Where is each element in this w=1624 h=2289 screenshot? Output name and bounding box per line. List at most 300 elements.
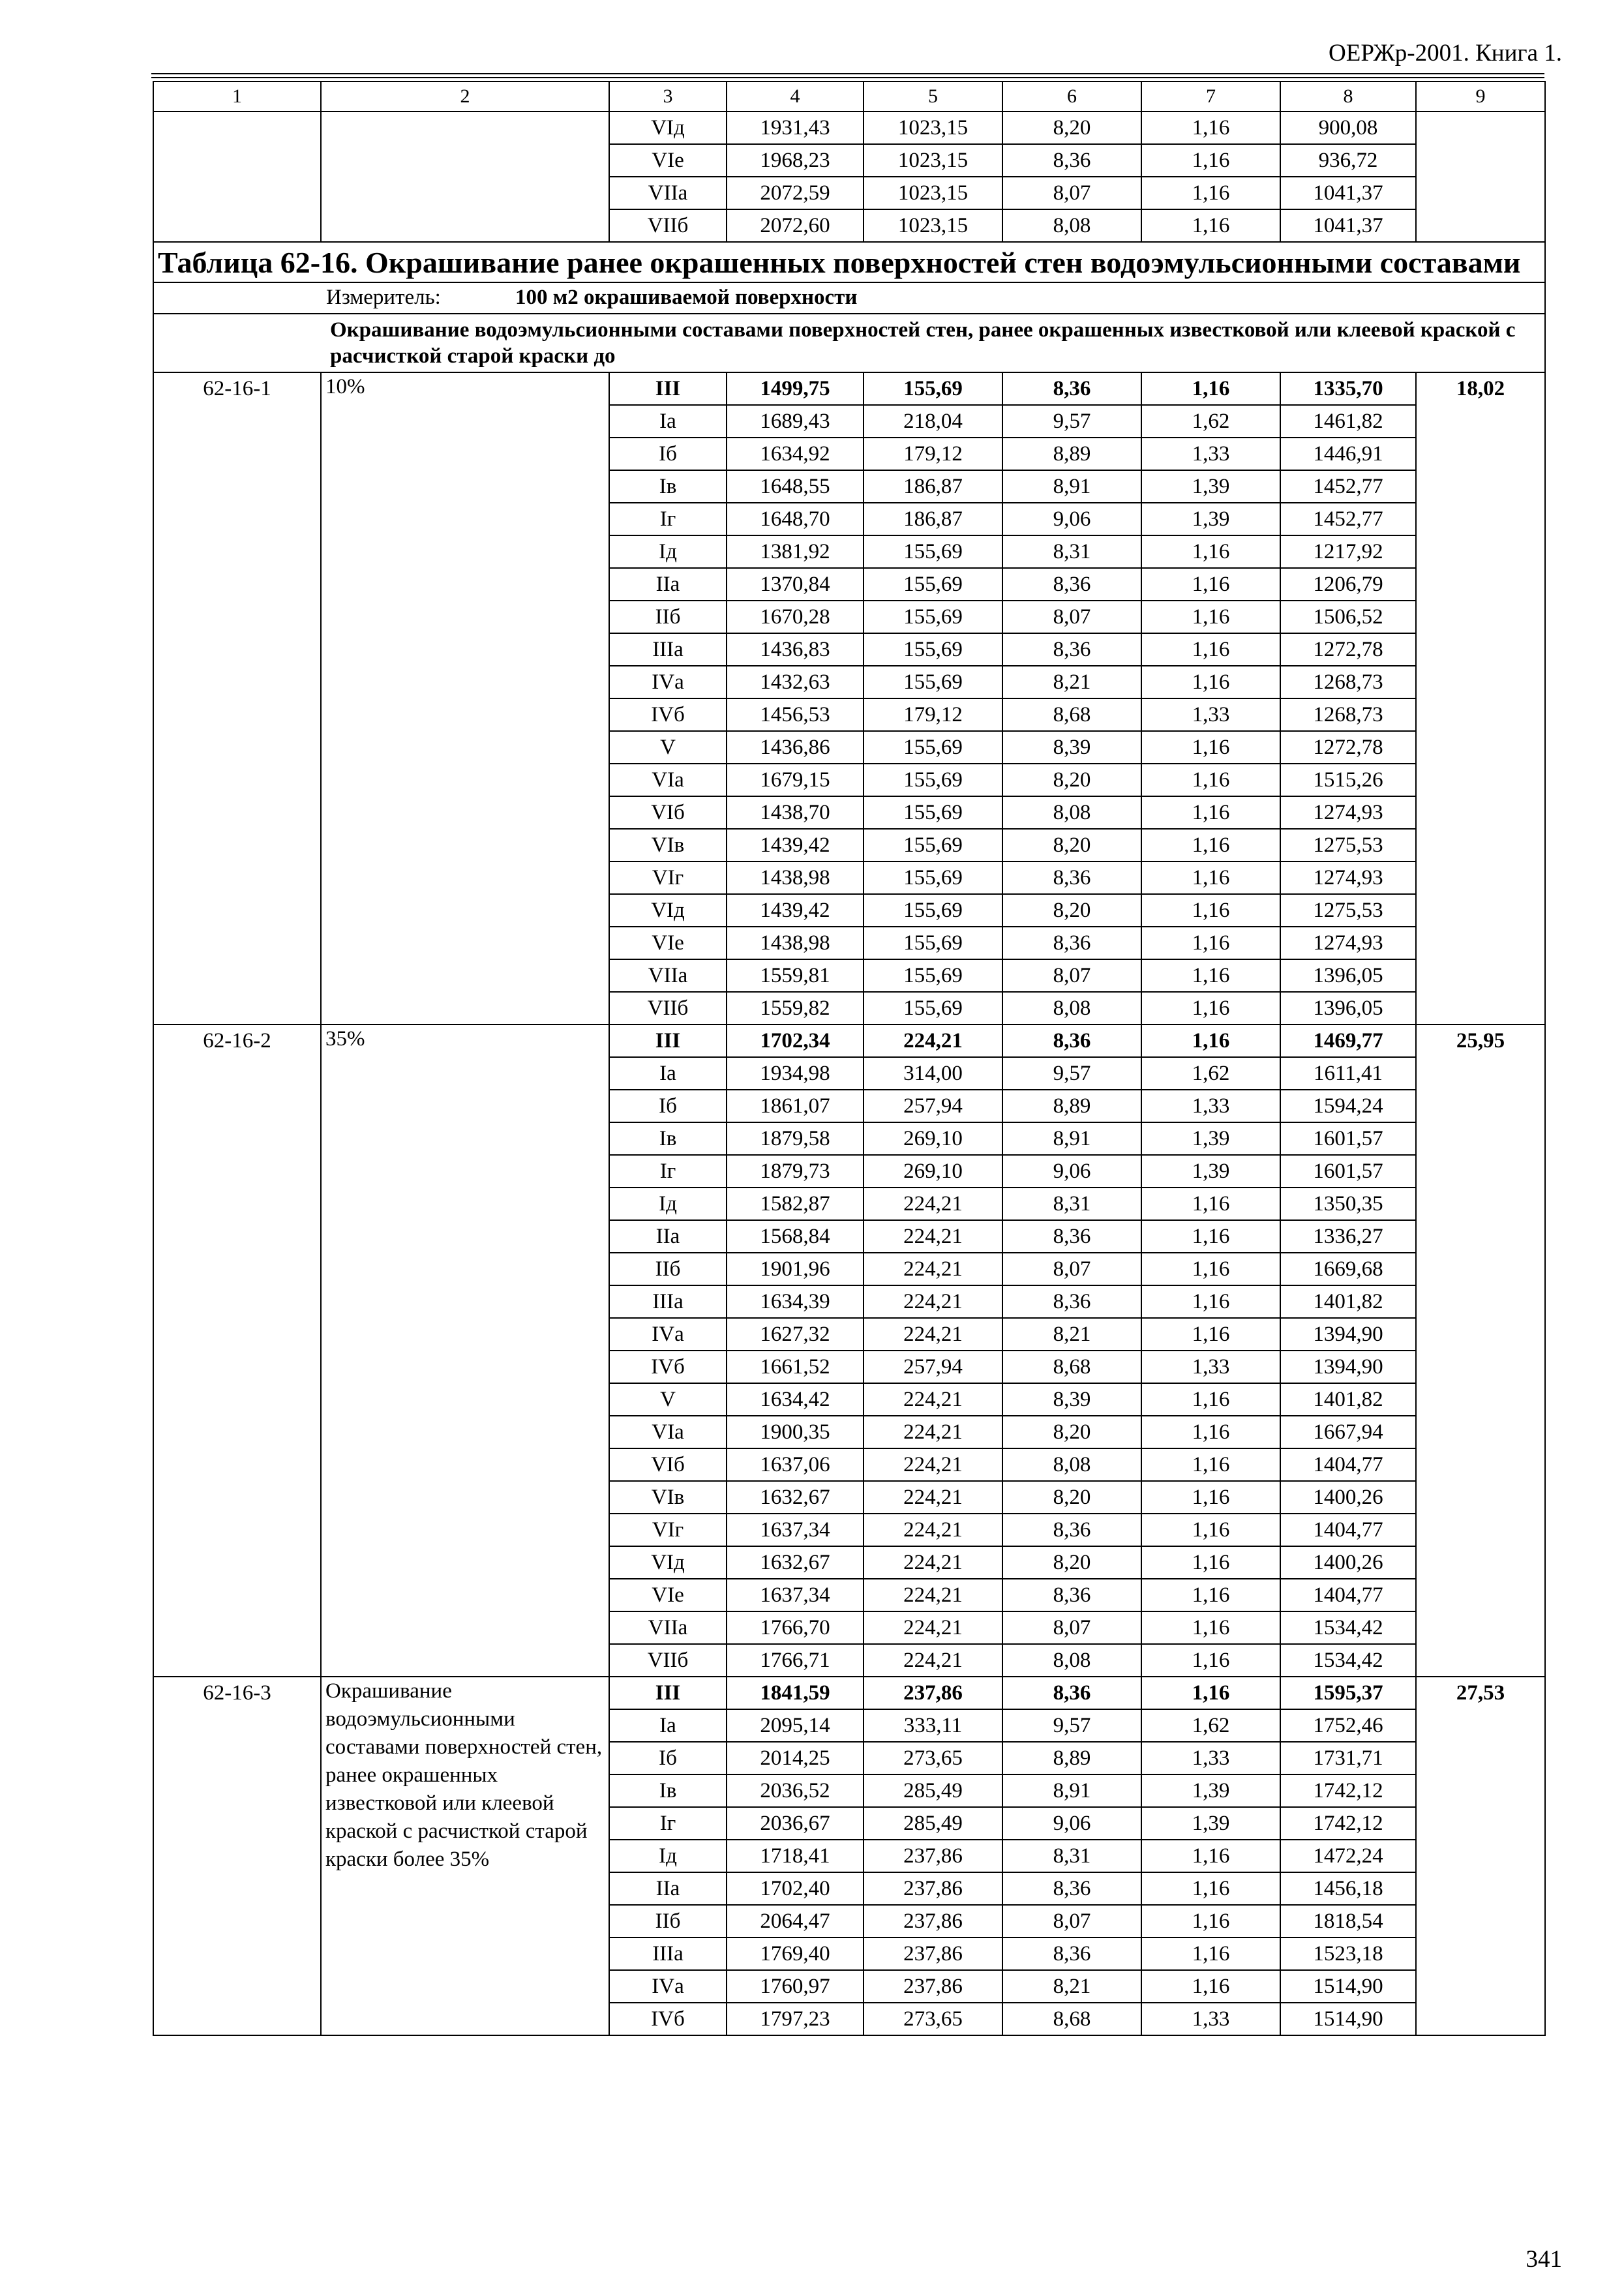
value-cell: 1,33: [1141, 438, 1280, 470]
value-cell: 1268,73: [1280, 698, 1416, 731]
column-number-cell: 2: [321, 82, 609, 112]
zone-cell: Iа: [609, 1709, 727, 1742]
value-cell: 1818,54: [1280, 1905, 1416, 1937]
zone-cell: III: [609, 1677, 727, 1709]
value-cell: 1752,46: [1280, 1709, 1416, 1742]
value-cell: 285,49: [864, 1807, 1002, 1840]
value-cell: 1274,93: [1280, 796, 1416, 829]
value-cell: 8,89: [1002, 438, 1141, 470]
zone-cell: Iг: [609, 503, 727, 535]
value-cell: 1,16: [1141, 861, 1280, 894]
value-cell: 8,36: [1002, 1514, 1141, 1546]
value-cell: 8,21: [1002, 1970, 1141, 2003]
value-cell: 1404,77: [1280, 1448, 1416, 1481]
rate-code-cell: 62-16-1: [153, 372, 321, 1025]
value-cell: 1689,43: [727, 405, 864, 438]
value-cell: 1934,98: [727, 1057, 864, 1090]
value-cell: 224,21: [864, 1448, 1002, 1481]
value-cell: 1,16: [1141, 601, 1280, 633]
value-cell: 1679,15: [727, 764, 864, 796]
value-cell: 1,16: [1141, 177, 1280, 209]
zone-cell: IIIа: [609, 1937, 727, 1970]
measure-cell: [153, 282, 1545, 314]
value-cell: 1446,91: [1280, 438, 1416, 470]
value-cell: 224,21: [864, 1546, 1002, 1579]
value-cell: 1452,77: [1280, 470, 1416, 503]
value-cell: 1648,55: [727, 470, 864, 503]
value-cell: 1456,53: [727, 698, 864, 731]
value-cell: 1,16: [1141, 731, 1280, 764]
value-cell: 1439,42: [727, 829, 864, 861]
value-cell: 1438,98: [727, 861, 864, 894]
value-cell: 8,31: [1002, 1840, 1141, 1872]
value-cell: 237,86: [864, 1872, 1002, 1905]
zone-cell: IIIа: [609, 1285, 727, 1318]
value-cell: 1335,70: [1280, 372, 1416, 405]
zone-cell: IVа: [609, 666, 727, 698]
column-number-row: [153, 82, 1545, 112]
rates-table: [153, 81, 1546, 2036]
value-cell: 1,33: [1141, 1742, 1280, 1774]
zone-cell: VIIб: [609, 1644, 727, 1677]
column-number-cell: 1: [153, 82, 321, 112]
value-cell: 224,21: [864, 1481, 1002, 1514]
value-cell: 8,91: [1002, 1122, 1141, 1155]
value-cell: 1,39: [1141, 1774, 1280, 1807]
zone-cell: IVа: [609, 1318, 727, 1351]
labor-cost-cell: 25,95: [1416, 1025, 1545, 1677]
value-cell: 1,16: [1141, 1579, 1280, 1611]
value-cell: 1436,83: [727, 633, 864, 666]
value-cell: 1,16: [1141, 1253, 1280, 1285]
zone-cell: VIIа: [609, 959, 727, 992]
zone-cell: Iд: [609, 1840, 727, 1872]
zone-cell: VIб: [609, 1448, 727, 1481]
value-cell: 2072,60: [727, 209, 864, 242]
value-cell: 155,69: [864, 372, 1002, 405]
value-cell: 237,86: [864, 1937, 1002, 1970]
value-cell: 1,16: [1141, 992, 1280, 1025]
header-rule: [151, 73, 1544, 74]
value-cell: 1632,67: [727, 1481, 864, 1514]
value-cell: 1901,96: [727, 1253, 864, 1285]
value-cell: 1637,34: [727, 1514, 864, 1546]
value-cell: 8,36: [1002, 144, 1141, 177]
value-cell: 1400,26: [1280, 1546, 1416, 1579]
subheader-cell: [153, 314, 1545, 372]
value-cell: 1514,90: [1280, 2003, 1416, 2035]
subheader-text: Окрашивание водоэмульсионными составами поверхностей стен, ранее окрашенных известковой или клеевой краской с расчисткой старой краски до: [330, 318, 1516, 368]
value-cell: 1401,82: [1280, 1383, 1416, 1416]
zone-cell: IIб: [609, 601, 727, 633]
value-cell: 1,16: [1141, 796, 1280, 829]
value-cell: 1,16: [1141, 1970, 1280, 2003]
value-cell: 1601,57: [1280, 1155, 1416, 1188]
value-cell: 1742,12: [1280, 1774, 1416, 1807]
value-cell: 1023,15: [864, 112, 1002, 144]
value-cell: 9,06: [1002, 503, 1141, 535]
value-cell: 1,16: [1141, 1872, 1280, 1905]
value-cell: 9,06: [1002, 1807, 1141, 1840]
value-cell: 8,31: [1002, 535, 1141, 568]
value-cell: 1275,53: [1280, 894, 1416, 927]
zone-cell: Iг: [609, 1807, 727, 1840]
value-cell: 224,21: [864, 1285, 1002, 1318]
measure-value: 100 м2 окрашиваемой поверхности: [515, 286, 858, 309]
value-cell: 1404,77: [1280, 1579, 1416, 1611]
table-row: [153, 372, 1545, 405]
value-cell: 1,62: [1141, 405, 1280, 438]
value-cell: 1,16: [1141, 1546, 1280, 1579]
value-cell: 186,87: [864, 503, 1002, 535]
column-number-cell: 7: [1141, 82, 1280, 112]
value-cell: 1523,18: [1280, 1937, 1416, 1970]
value-cell: 1217,92: [1280, 535, 1416, 568]
value-cell: 1438,70: [727, 796, 864, 829]
zone-cell: IIа: [609, 1872, 727, 1905]
zone-cell: III: [609, 372, 727, 405]
value-cell: 224,21: [864, 1220, 1002, 1253]
value-cell: 237,86: [864, 1840, 1002, 1872]
value-cell: 1274,93: [1280, 861, 1416, 894]
value-cell: 155,69: [864, 731, 1002, 764]
value-cell: 1400,26: [1280, 1481, 1416, 1514]
zone-cell: IVа: [609, 1970, 727, 2003]
value-cell: 1667,94: [1280, 1416, 1416, 1448]
value-cell: 155,69: [864, 764, 1002, 796]
value-cell: 1879,58: [727, 1122, 864, 1155]
value-cell: 1274,93: [1280, 927, 1416, 959]
value-cell: 1,16: [1141, 1905, 1280, 1937]
value-cell: 1439,42: [727, 894, 864, 927]
column-number-cell: 4: [727, 82, 864, 112]
value-cell: 155,69: [864, 829, 1002, 861]
value-cell: 224,21: [864, 1611, 1002, 1644]
page-number: 341: [1526, 2246, 1562, 2273]
value-cell: 1396,05: [1280, 959, 1416, 992]
rate-description-cell: Окрашивание водоэмульсионными составами поверхностей стен, ранее окрашенных известковой или клеевой краской с расчисткой старой краски более 35%: [321, 1677, 609, 2035]
value-cell: 1,16: [1141, 1318, 1280, 1351]
value-cell: 8,36: [1002, 861, 1141, 894]
value-cell: 1702,40: [727, 1872, 864, 1905]
value-cell: 9,06: [1002, 1155, 1141, 1188]
measure-row: [153, 282, 1545, 314]
value-cell: 8,20: [1002, 1481, 1141, 1514]
value-cell: 224,21: [864, 1579, 1002, 1611]
value-cell: 900,08: [1280, 112, 1416, 144]
value-cell: 273,65: [864, 1742, 1002, 1774]
value-cell: 1582,87: [727, 1188, 864, 1220]
value-cell: 1,16: [1141, 1188, 1280, 1220]
value-cell: 1634,42: [727, 1383, 864, 1416]
value-cell: 269,10: [864, 1122, 1002, 1155]
value-cell: 1568,84: [727, 1220, 864, 1253]
zone-cell: IIIа: [609, 633, 727, 666]
zone-cell: VIIб: [609, 209, 727, 242]
value-cell: 1336,27: [1280, 1220, 1416, 1253]
value-cell: 1669,68: [1280, 1253, 1416, 1285]
value-cell: 8,68: [1002, 2003, 1141, 2035]
value-cell: 1879,73: [727, 1155, 864, 1188]
value-cell: 8,39: [1002, 731, 1141, 764]
value-cell: 8,36: [1002, 568, 1141, 601]
empty-col9-cell: [1416, 112, 1545, 242]
value-cell: 237,86: [864, 1905, 1002, 1937]
zone-cell: VIд: [609, 1546, 727, 1579]
value-cell: 1742,12: [1280, 1807, 1416, 1840]
zone-cell: Iд: [609, 535, 727, 568]
value-cell: 8,20: [1002, 894, 1141, 927]
value-cell: 8,36: [1002, 372, 1141, 405]
value-cell: 224,21: [864, 1383, 1002, 1416]
rate-description-cell: 35%: [321, 1025, 609, 1677]
zone-cell: IVб: [609, 1351, 727, 1383]
value-cell: 8,07: [1002, 1905, 1141, 1937]
value-cell: 1968,23: [727, 144, 864, 177]
zone-cell: VIв: [609, 829, 727, 861]
zone-cell: VIб: [609, 796, 727, 829]
value-cell: 314,00: [864, 1057, 1002, 1090]
value-cell: 8,20: [1002, 764, 1141, 796]
value-cell: 8,68: [1002, 1351, 1141, 1383]
value-cell: 1,62: [1141, 1057, 1280, 1090]
value-cell: 8,36: [1002, 927, 1141, 959]
zone-cell: IVб: [609, 2003, 727, 2035]
value-cell: 1637,34: [727, 1579, 864, 1611]
table-row: [153, 1025, 1545, 1057]
value-cell: 155,69: [864, 796, 1002, 829]
zone-cell: VIе: [609, 144, 727, 177]
value-cell: 1,16: [1141, 829, 1280, 861]
value-cell: 155,69: [864, 535, 1002, 568]
value-cell: 1634,92: [727, 438, 864, 470]
zone-cell: VIа: [609, 764, 727, 796]
table-title: Таблица 62-16. Окрашивание ранее окрашенных поверхностей стен водоэмульсионными составами: [158, 246, 1521, 279]
value-cell: 1,16: [1141, 1937, 1280, 1970]
value-cell: 8,07: [1002, 601, 1141, 633]
value-cell: 1,33: [1141, 2003, 1280, 2035]
value-cell: 273,65: [864, 2003, 1002, 2035]
value-cell: 1,16: [1141, 1220, 1280, 1253]
value-cell: 155,69: [864, 568, 1002, 601]
value-cell: 1,16: [1141, 209, 1280, 242]
zone-cell: VIе: [609, 927, 727, 959]
value-cell: 2014,25: [727, 1742, 864, 1774]
value-cell: 155,69: [864, 927, 1002, 959]
value-cell: 155,69: [864, 894, 1002, 927]
value-cell: 1,16: [1141, 112, 1280, 144]
value-cell: 1,16: [1141, 1611, 1280, 1644]
value-cell: 8,08: [1002, 1448, 1141, 1481]
zone-cell: IIб: [609, 1253, 727, 1285]
value-cell: 257,94: [864, 1090, 1002, 1122]
value-cell: 186,87: [864, 470, 1002, 503]
value-cell: 8,91: [1002, 1774, 1141, 1807]
value-cell: 1760,97: [727, 1970, 864, 2003]
value-cell: 8,21: [1002, 666, 1141, 698]
value-cell: 8,08: [1002, 1644, 1141, 1677]
value-cell: 1461,82: [1280, 405, 1416, 438]
value-cell: 1272,78: [1280, 731, 1416, 764]
value-cell: 1661,52: [727, 1351, 864, 1383]
value-cell: 179,12: [864, 438, 1002, 470]
value-cell: 1601,57: [1280, 1122, 1416, 1155]
value-cell: 269,10: [864, 1155, 1002, 1188]
value-cell: 9,57: [1002, 405, 1141, 438]
value-cell: 8,08: [1002, 992, 1141, 1025]
value-cell: 257,94: [864, 1351, 1002, 1383]
value-cell: 1469,77: [1280, 1025, 1416, 1057]
value-cell: 1,39: [1141, 1155, 1280, 1188]
value-cell: 8,07: [1002, 1253, 1141, 1285]
value-cell: 1,16: [1141, 894, 1280, 927]
value-cell: 155,69: [864, 861, 1002, 894]
value-cell: 1,16: [1141, 633, 1280, 666]
value-cell: 224,21: [864, 1318, 1002, 1351]
value-cell: 224,21: [864, 1514, 1002, 1546]
measure-label: Измеритель:: [326, 286, 441, 309]
value-cell: 1272,78: [1280, 633, 1416, 666]
value-cell: 237,86: [864, 1970, 1002, 2003]
zone-cell: VIг: [609, 1514, 727, 1546]
value-cell: 1797,23: [727, 2003, 864, 2035]
empty-desc-cell: [321, 112, 609, 242]
header-rule-double: [151, 77, 1544, 78]
value-cell: 1559,81: [727, 959, 864, 992]
value-cell: 224,21: [864, 1416, 1002, 1448]
rate-code-cell: 62-16-2: [153, 1025, 321, 1677]
rate-code-cell: 62-16-3: [153, 1677, 321, 2035]
value-cell: 1,16: [1141, 1677, 1280, 1709]
value-cell: 9,57: [1002, 1057, 1141, 1090]
zone-cell: VIд: [609, 894, 727, 927]
value-cell: 155,69: [864, 601, 1002, 633]
empty-code-cell: [153, 112, 321, 242]
zone-cell: IIа: [609, 568, 727, 601]
value-cell: 8,20: [1002, 112, 1141, 144]
value-cell: 8,20: [1002, 829, 1141, 861]
value-cell: 1436,86: [727, 731, 864, 764]
value-cell: 2072,59: [727, 177, 864, 209]
value-cell: 1472,24: [1280, 1840, 1416, 1872]
column-number-cell: 6: [1002, 82, 1141, 112]
value-cell: 1,33: [1141, 698, 1280, 731]
value-cell: 2036,67: [727, 1807, 864, 1840]
value-cell: 8,36: [1002, 1025, 1141, 1057]
value-cell: 179,12: [864, 698, 1002, 731]
value-cell: 1731,71: [1280, 1742, 1416, 1774]
value-cell: 1632,67: [727, 1546, 864, 1579]
value-cell: 1648,70: [727, 503, 864, 535]
value-cell: 1534,42: [1280, 1611, 1416, 1644]
zone-cell: VIг: [609, 861, 727, 894]
value-cell: 1,16: [1141, 1481, 1280, 1514]
value-cell: 8,36: [1002, 1872, 1141, 1905]
value-cell: 8,36: [1002, 1579, 1141, 1611]
rate-description-cell: 10%: [321, 372, 609, 1025]
value-cell: 1534,42: [1280, 1644, 1416, 1677]
table-title-cell: [153, 242, 1545, 282]
zone-cell: Iб: [609, 438, 727, 470]
value-cell: 224,21: [864, 1025, 1002, 1057]
value-cell: 1,16: [1141, 1514, 1280, 1546]
zone-cell: Iг: [609, 1155, 727, 1188]
value-cell: 9,57: [1002, 1709, 1141, 1742]
column-number-cell: 8: [1280, 82, 1416, 112]
value-cell: 1637,06: [727, 1448, 864, 1481]
zone-cell: III: [609, 1025, 727, 1057]
value-cell: 1769,40: [727, 1937, 864, 1970]
value-cell: 155,69: [864, 666, 1002, 698]
value-cell: 1,16: [1141, 1383, 1280, 1416]
value-cell: 8,36: [1002, 1677, 1141, 1709]
value-cell: 8,91: [1002, 470, 1141, 503]
value-cell: 1,62: [1141, 1709, 1280, 1742]
value-cell: 237,86: [864, 1677, 1002, 1709]
value-cell: 2064,47: [727, 1905, 864, 1937]
value-cell: 1,33: [1141, 1090, 1280, 1122]
zone-cell: Iб: [609, 1090, 727, 1122]
value-cell: 1396,05: [1280, 992, 1416, 1025]
value-cell: 224,21: [864, 1188, 1002, 1220]
zone-cell: Iв: [609, 1122, 727, 1155]
value-cell: 1611,41: [1280, 1057, 1416, 1090]
value-cell: 1,16: [1141, 568, 1280, 601]
value-cell: 1,16: [1141, 764, 1280, 796]
zone-cell: VIIа: [609, 1611, 727, 1644]
value-cell: 1,16: [1141, 959, 1280, 992]
value-cell: 1766,70: [727, 1611, 864, 1644]
value-cell: 1041,37: [1280, 209, 1416, 242]
zone-cell: VIа: [609, 1416, 727, 1448]
value-cell: 1931,43: [727, 112, 864, 144]
value-cell: 1350,35: [1280, 1188, 1416, 1220]
table-title-row: [153, 242, 1545, 282]
value-cell: 1559,82: [727, 992, 864, 1025]
value-cell: 1394,90: [1280, 1351, 1416, 1383]
value-cell: 8,36: [1002, 633, 1141, 666]
zone-cell: IIа: [609, 1220, 727, 1253]
value-cell: 1,16: [1141, 666, 1280, 698]
value-cell: 1634,39: [727, 1285, 864, 1318]
value-cell: 2095,14: [727, 1709, 864, 1742]
value-cell: 1023,15: [864, 177, 1002, 209]
value-cell: 1,33: [1141, 1351, 1280, 1383]
zone-cell: Iв: [609, 1774, 727, 1807]
value-cell: 155,69: [864, 633, 1002, 666]
zone-cell: VIе: [609, 1579, 727, 1611]
value-cell: 1702,34: [727, 1025, 864, 1057]
zone-cell: Iб: [609, 1742, 727, 1774]
column-number-cell: 3: [609, 82, 727, 112]
value-cell: 285,49: [864, 1774, 1002, 1807]
value-cell: 1,16: [1141, 1285, 1280, 1318]
value-cell: 1506,52: [1280, 601, 1416, 633]
value-cell: 1499,75: [727, 372, 864, 405]
value-cell: 224,21: [864, 1253, 1002, 1285]
value-cell: 8,68: [1002, 698, 1141, 731]
value-cell: 1456,18: [1280, 1872, 1416, 1905]
value-cell: 8,07: [1002, 177, 1141, 209]
zone-cell: V: [609, 1383, 727, 1416]
zone-cell: VIв: [609, 1481, 727, 1514]
value-cell: 8,89: [1002, 1742, 1141, 1774]
value-cell: 1841,59: [727, 1677, 864, 1709]
labor-cost-cell: 27,53: [1416, 1677, 1545, 2035]
value-cell: 1404,77: [1280, 1514, 1416, 1546]
value-cell: 8,89: [1002, 1090, 1141, 1122]
value-cell: 1023,15: [864, 209, 1002, 242]
